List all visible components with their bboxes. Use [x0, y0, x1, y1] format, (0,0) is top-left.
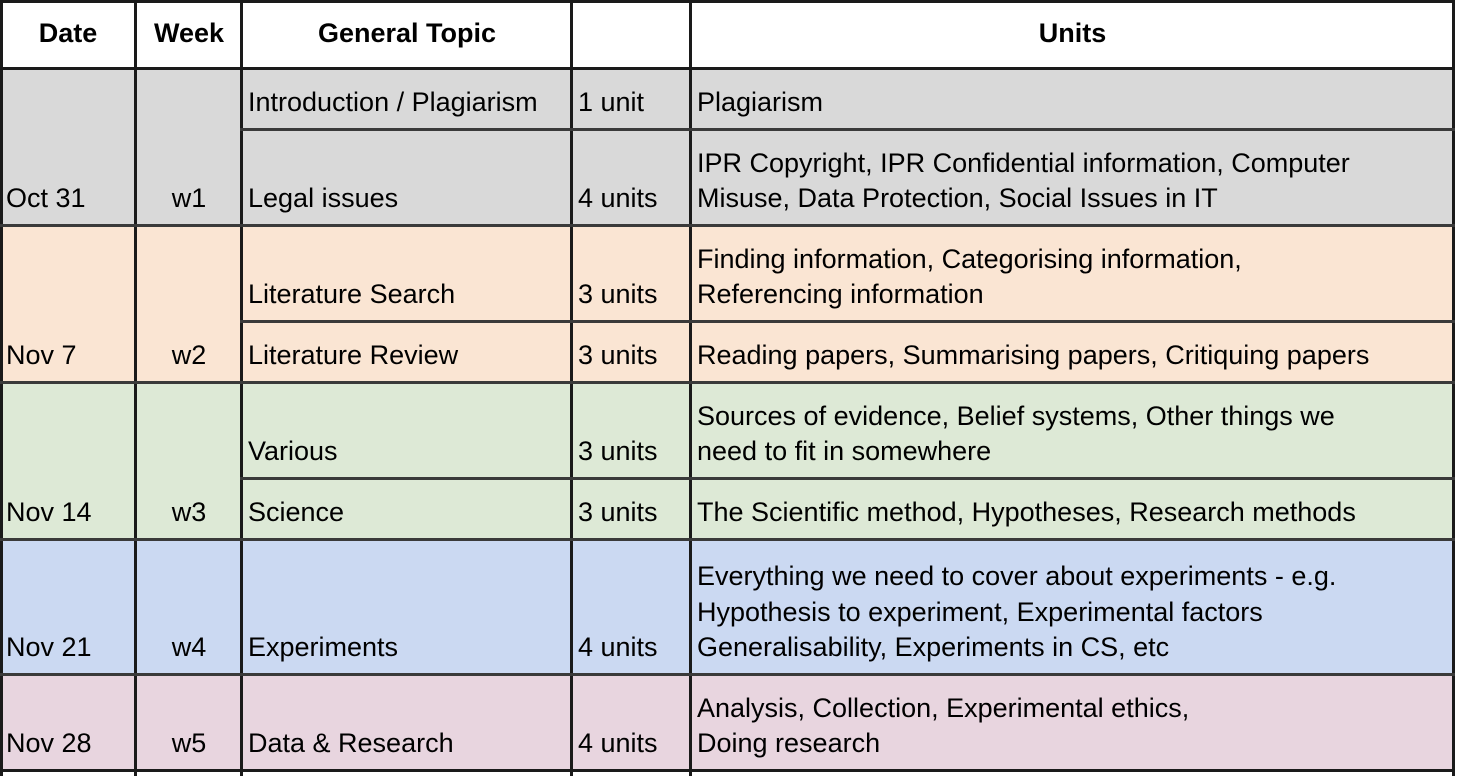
units-line: Plagiarism — [697, 87, 824, 118]
units-line: Generalisability, Experiments in CS, etc — [697, 632, 1170, 663]
units-line: Doing research — [697, 728, 881, 759]
units-line: need to fit in somewhere — [697, 436, 992, 467]
week-cell: w3 — [136, 382, 242, 539]
unit-count-cell: 3 units — [572, 382, 691, 478]
unit-count-cell: 3 units — [572, 321, 691, 382]
unit-count-cell: 3 units — [572, 478, 691, 539]
units-line: Analysis, Collection, Experimental ethics, — [697, 692, 1190, 723]
grid-line — [240, 320, 1455, 323]
units-cell — [691, 382, 1454, 478]
unit-count-cell: 4 units — [572, 539, 691, 674]
unit-count-cell: 4 units — [572, 129, 691, 225]
header-general-topic: General Topic — [317, 18, 497, 49]
header-units: Units — [1038, 18, 1107, 49]
grid-line — [0, 0, 1455, 3]
units-cell — [691, 68, 1454, 129]
date-cell: Oct 31 — [0, 68, 136, 225]
units-line: Hypothesis to experiment, Experimental factors — [697, 596, 1263, 627]
week-cell: w4 — [136, 539, 242, 674]
grid-line — [0, 673, 1455, 676]
unit-count-cell: 4 units — [572, 674, 691, 770]
units-cell — [691, 225, 1454, 321]
units-line: Everything we need to cover about experiments - e.g. — [697, 561, 1337, 592]
topic-cell: Literature Search — [242, 225, 572, 321]
units-line: Misuse, Data Protection, Social Issues in IT — [697, 183, 1218, 214]
grid-line — [0, 0, 3, 776]
units-cell — [691, 539, 1454, 674]
grid-line — [240, 0, 243, 776]
topic-cell: Data & Research — [242, 674, 572, 770]
units-cell — [691, 674, 1454, 770]
topic-cell: Legal issues — [242, 129, 572, 225]
units-line: IPR Copyright, IPR Confidential information, Computer — [697, 147, 1350, 178]
units-line: Reading papers, Summarising papers, Critiquing papers — [697, 340, 1370, 371]
week-cell: w2 — [136, 225, 242, 382]
grid-line — [134, 0, 137, 776]
grid-line — [1452, 0, 1455, 776]
units-line: Sources of evidence, Belief systems, Other things we — [697, 400, 1335, 431]
units-cell — [691, 129, 1454, 225]
week-cell: w5 — [136, 674, 242, 770]
units-line: Finding information, Categorising information, — [697, 243, 1242, 274]
date-cell: Nov 28 — [0, 674, 136, 770]
topic-cell: Science — [242, 478, 572, 539]
grid-line — [689, 0, 692, 776]
grid-line — [0, 224, 1455, 227]
date-cell: Nov 14 — [0, 382, 136, 539]
unit-count-cell: 1 unit — [572, 68, 691, 129]
topic-cell: Literature Review — [242, 321, 572, 382]
grid-line — [570, 0, 573, 776]
grid-line — [0, 381, 1455, 384]
header-unit-count — [572, 0, 691, 68]
units-line: Referencing information — [697, 279, 984, 310]
grid-line — [0, 538, 1455, 541]
topic-cell: Introduction / Plagiarism — [242, 68, 572, 129]
grid-line — [0, 769, 1455, 772]
date-cell: Nov 21 — [0, 539, 136, 674]
grid-line — [0, 67, 1455, 70]
topic-cell: Experiments — [242, 539, 572, 674]
grid-line — [240, 477, 1455, 480]
units-line: The Scientific method, Hypotheses, Research methods — [697, 497, 1356, 528]
header-date: Date — [38, 18, 98, 49]
topic-cell: Various — [242, 382, 572, 478]
grid-line — [240, 128, 1455, 131]
header-week: Week — [153, 18, 225, 49]
units-cell — [691, 478, 1454, 539]
unit-count-cell: 3 units — [572, 225, 691, 321]
units-cell — [691, 321, 1454, 382]
week-cell: w1 — [136, 68, 242, 225]
date-cell: Nov 7 — [0, 225, 136, 382]
